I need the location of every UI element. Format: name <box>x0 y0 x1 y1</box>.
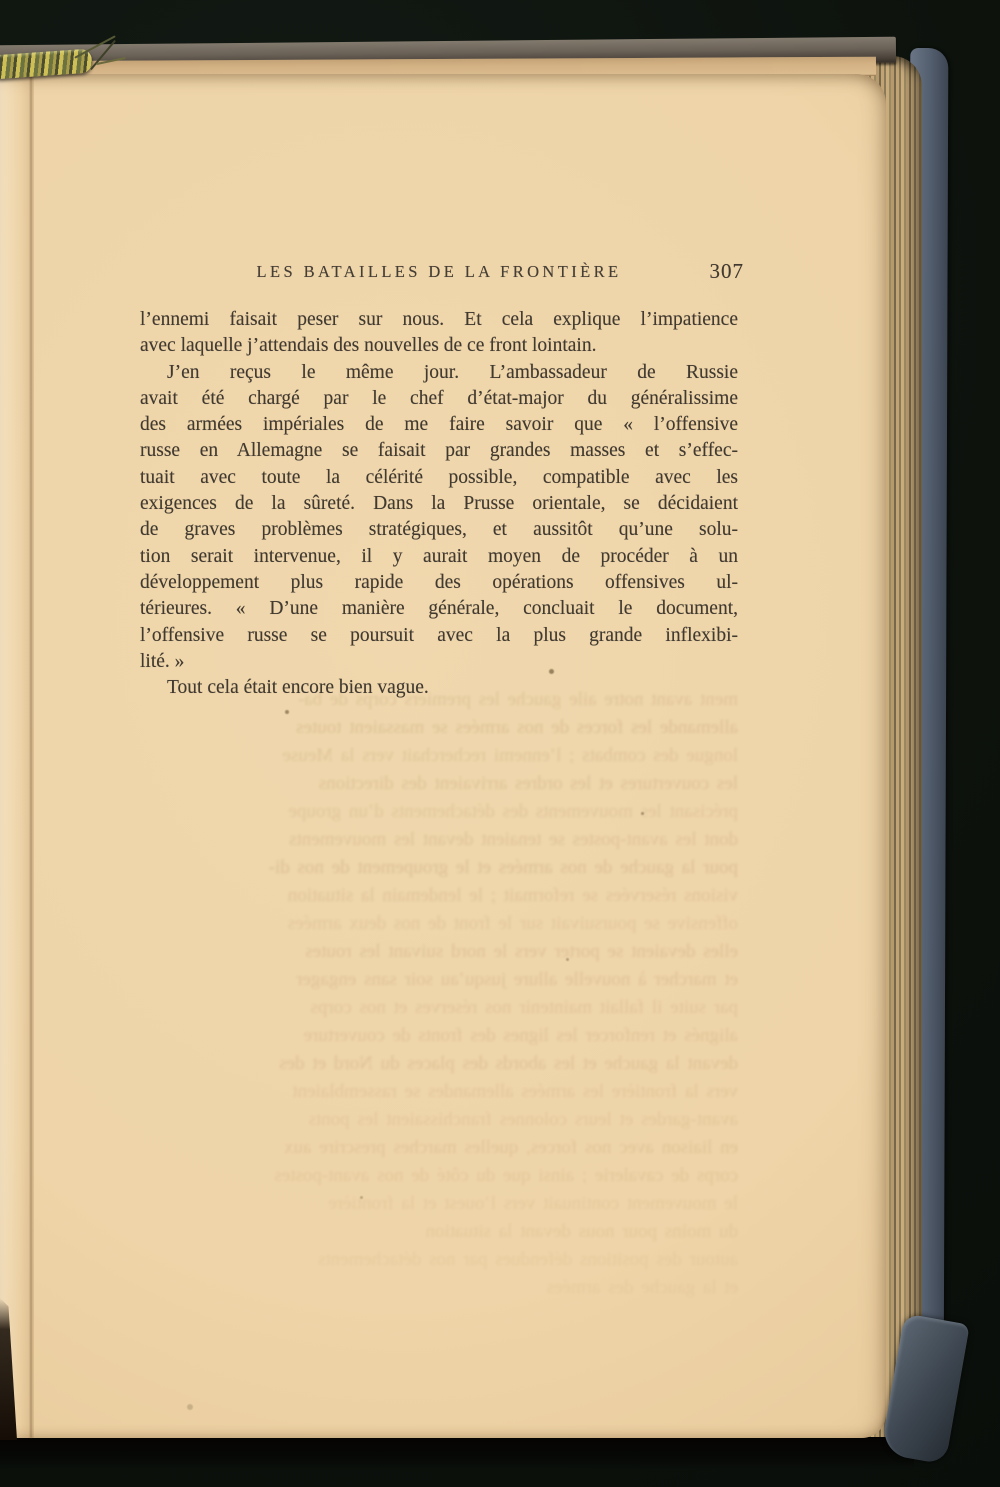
showthrough-text-line: pour la gauche de nos armées et le groupement de nos di- <box>268 857 738 878</box>
body-text-line: l’ennemi faisait peser sur nous. Et cela explique l’impatience <box>140 309 738 330</box>
showthrough-text-line: offensive se poursuivait sur le front de nos deux armées <box>287 913 738 934</box>
showthrough-text-line: en liaison avec nos forces, quelles marches prescrire aux <box>284 1137 738 1158</box>
body-text-line: avait été chargé par le chef d’état-major du généralissime <box>140 387 738 409</box>
page-number: 307 <box>709 259 744 283</box>
showthrough-text-line: du moins pour nous devant la situation <box>425 1221 738 1242</box>
body-text-line: russe en Allemagne se faisait par grandes masses et s’effec- <box>140 440 738 462</box>
gutter-crease-line <box>30 74 32 1438</box>
showthrough-text-line: allemande les forces de nos armées se massaient toutes <box>296 717 738 738</box>
showthrough-text-line: longue des combats ; l’ennemi recherchait vers la Meuse <box>282 745 738 766</box>
showthrough-text-line: autour des positions défendues par nos détachements <box>317 1249 738 1270</box>
showthrough-text-line: et la gauche des armées <box>546 1277 738 1298</box>
showthrough-text-line: elles devaient se porter vers le nord suivant les routes <box>305 941 738 962</box>
body-text-line: J’en reçus le même jour. L’ambassadeur de Russie <box>167 361 738 383</box>
book-page <box>0 74 886 1438</box>
body-text-line: avec laquelle j’attendais des nouvelles de ce front lointain. <box>140 335 597 357</box>
showthrough-text-line: avant-gardes et leurs colonnes franchissaient les ponts <box>308 1109 738 1130</box>
page-bottom-shadow <box>0 1437 914 1469</box>
body-text <box>140 307 738 701</box>
running-header <box>140 259 744 288</box>
showthrough-text-line: précisant les mouvements des détachements d’un groupe <box>288 801 738 822</box>
body-text-line: exigences de la sûreté. Dans la Prusse orientale, se décidaient <box>140 493 738 515</box>
body-text-line: lité. » <box>140 650 185 672</box>
showthrough-text-line: vers la frontière les armées allemandes se rassemblaient <box>292 1081 738 1102</box>
showthrough-text-line: corps de cavalerie ; ainsi que du côté de nos avant-postes <box>274 1165 738 1186</box>
body-text-line: Tout cela était encore bien vague. <box>167 677 429 699</box>
showthrough-text-line: ment avant notre aile gauche les premiers corps de ba- <box>297 689 738 710</box>
showthrough-text-line: dont les avant-postes se tenaient devant les mouvements <box>289 829 738 850</box>
showthrough-text-line: les couvertures et les ordres arrivaient des directions <box>318 773 738 794</box>
showthrough-text-line: alignés et renforcer les lignes des fronts de couverture <box>303 1025 738 1046</box>
showthrough-text-line: par suite il fallait maintenir nos réserves et nos corps <box>310 997 738 1018</box>
body-text-line: de graves problèmes stratégiques, et aussitôt qu’une solu- <box>140 519 738 541</box>
showthrough-text-line: le mouvement continuait vers l’ouest et la frontière <box>328 1193 738 1214</box>
body-text-line: développement plus rapide des opérations offensives ul- <box>140 571 738 593</box>
body-text-line: tuait avec toute la célérité possible, compatible avec les <box>140 466 738 488</box>
showthrough-text-line: devant la gauche et les abords des places du Nord et des <box>279 1053 738 1074</box>
body-text-line: l’offensive russe se poursuit avec la plus grande inflexibi- <box>140 624 738 646</box>
gutter-shading <box>0 74 34 1438</box>
body-text-line: des armées impériales de me faire savoir que « l’offensive <box>140 414 738 436</box>
showthrough-text-line: visions réservées se reformait ; le lendemain la situation <box>287 885 738 906</box>
showthrough-text <box>140 686 738 1302</box>
body-text-line: térieures. « D’une manière générale, concluait le document, <box>140 598 738 620</box>
body-text-line: tion serait intervenue, il y aurait moyen de procéder à un <box>140 545 738 567</box>
chapter-title: LES BATAILLES DE LA FRONTIÈRE <box>256 262 622 281</box>
showthrough-text-line: et marcher à nouvelle allure jusqu’au soir sans engager <box>296 969 738 990</box>
